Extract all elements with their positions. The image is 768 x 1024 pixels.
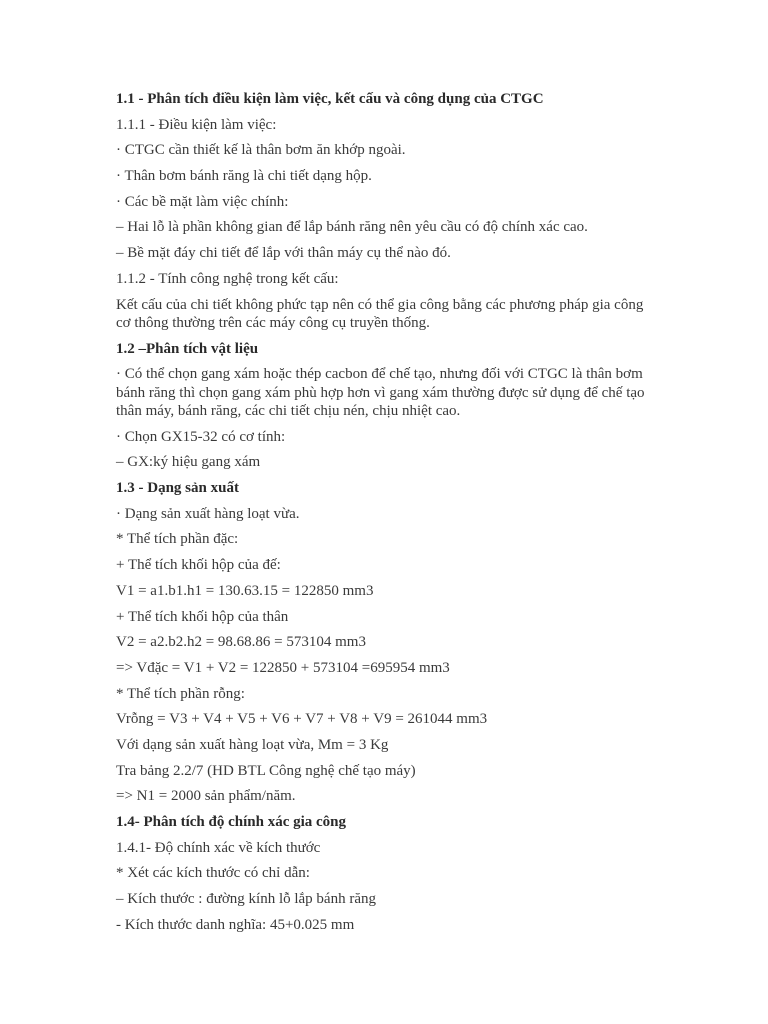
bullet-line: · CTGC cần thiết kế là thân bơm ăn khớp ngoài. [116,142,406,159]
dash-line: – GX:ký hiệu gang xám [116,454,261,471]
bullet-line: · Dạng sản xuất hàng loạt vừa. [116,505,300,522]
paragraph-structure: Kết cấu của chi tiết không phức tạp nên có thể gia công bằng các phương pháp gia công cơ thông thường trên các máy công cụ truyền thống. [116,296,644,331]
document-body [116,87,676,938]
text-line: * Thể tích phần đặc: [116,531,239,548]
formula-line: V1 = a1.b1.h1 = 130.63.15 = 122850 mm3 [116,582,374,599]
bullet-line: · Thân bơm bánh răng là chi tiết dạng hộp. [116,168,372,185]
text-line: Tra bảng 2.2/7 (HD BTL Công nghệ chế tạo máy) [116,762,416,779]
text-line: * Xét các kích thước có chỉ dẫn: [116,865,310,882]
text-line: + Thể tích khối hộp của thân [116,608,289,625]
formula-line: => Vđặc = V1 + V2 = 122850 + 573104 =695954 mm3 [116,659,450,676]
heading-1-3: 1.3 - Dạng sản xuất [116,480,239,497]
dash-line: – Bề mặt đáy chi tiết để lắp với thân máy cụ thể nào đó. [116,245,451,262]
subheading-1-1-2: 1.1.2 - Tính công nghệ trong kết cấu: [116,270,339,287]
text-line: - Kích thước danh nghĩa: 45+0.025 mm [116,916,355,933]
text-line: * Thể tích phần rỗng: [116,685,245,702]
bullet-line: · Các bề mặt làm việc chính: [116,193,289,210]
subheading-1-4-1: 1.4.1- Độ chính xác về kích thước [116,839,321,856]
subheading-1-1-1: 1.1.1 - Điều kiện làm việc: [116,116,277,133]
paragraph-material: · Có thể chọn gang xám hoặc thép cacbon để chế tạo, nhưng đối với CTGC là thân bơm bánh răng thì chọn gang xám phù hợp hơn vì gang xám thường được sử dụng để chế tạo thân máy, bánh răng, các chi tiết chịu nén, chịu nhiệt cao. [116,366,645,420]
heading-1-1: 1.1 - Phân tích điều kiện làm việc, kết cấu và công dụng của CTGC [116,91,544,107]
formula-line: Vrỗng = V3 + V4 + V5 + V6 + V7 + V8 + V9 = 261044 mm3 [116,711,488,728]
text-line: Với dạng sản xuất hàng loạt vừa, Mm = 3 Kg [116,736,389,753]
heading-1-4: 1.4- Phân tích độ chính xác gia công [116,814,347,830]
dash-line: – Hai lỗ là phần không gian để lắp bánh răng nên yêu cầu có độ chính xác cao. [116,219,588,236]
heading-1-2: 1.2 –Phân tích vật liệu [116,340,259,357]
formula-line: V2 = a2.b2.h2 = 98.68.86 = 573104 mm3 [116,634,366,651]
bullet-line: · Chọn GX15-32 có cơ tính: [116,428,286,445]
dash-line: – Kích thước : đường kính lỗ lắp bánh răng [116,891,376,908]
text-line: + Thể tích khối hộp của đế: [116,557,281,574]
text-line: => N1 = 2000 sản phẩm/năm. [116,788,296,805]
